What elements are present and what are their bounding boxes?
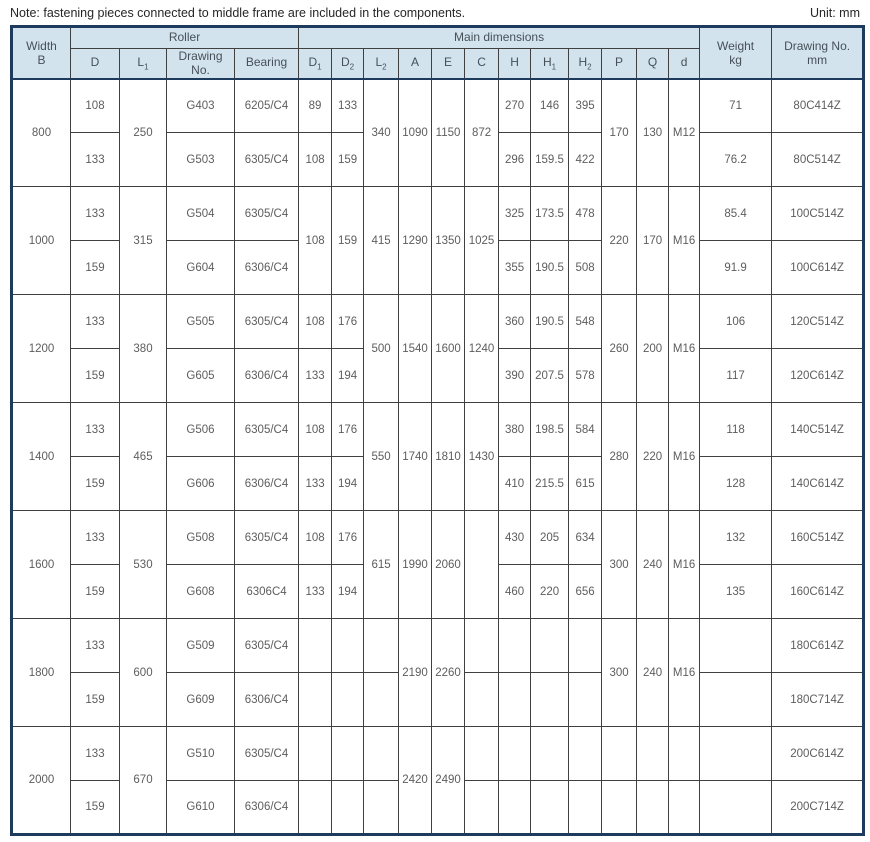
cell-h2: 548 — [569, 295, 602, 349]
cell-d1 — [299, 781, 332, 835]
cell-l2 — [364, 727, 399, 781]
col-header-d2-sub: 2 — [349, 62, 355, 72]
cell-a: 1090 — [399, 79, 432, 187]
col-header-d1-sub: 1 — [317, 62, 322, 72]
th-main-dimensions-group: Main dimensions — [299, 27, 700, 49]
cell-d: 133 — [71, 295, 120, 349]
cell-p: 260 — [602, 295, 637, 403]
cell-l2: 615 — [364, 511, 399, 619]
cell-d1: 108 — [299, 133, 332, 187]
cell-weight — [700, 673, 772, 727]
cell-d1: 108 — [299, 187, 332, 295]
cell-d: 159 — [71, 349, 120, 403]
table-row — [12, 619, 864, 673]
cell-d2: 133 — [332, 79, 364, 133]
cell-p — [602, 781, 637, 835]
cell-drawing: G605 — [167, 349, 235, 403]
table-row — [12, 295, 864, 349]
cell-weight: 132 — [700, 511, 772, 565]
cell-d: 159 — [71, 781, 120, 835]
col-header-l2-sub: 2 — [382, 62, 387, 72]
col-header-l1 — [120, 49, 167, 79]
cell-p: 300 — [602, 619, 637, 727]
cell-h: 410 — [499, 457, 531, 511]
cell-d: 133 — [71, 403, 120, 457]
col-header-d1 — [299, 49, 332, 79]
cell-weight: 71 — [700, 79, 772, 133]
cell-drawno: 160C614Z — [772, 565, 864, 619]
cell-h2: 634 — [569, 511, 602, 565]
cell-l1: 670 — [120, 727, 167, 835]
cell-d2: 176 — [332, 403, 364, 457]
cell-h2: 395 — [569, 79, 602, 133]
table-row — [12, 727, 864, 781]
col-header-h2-base: H — [578, 55, 588, 70]
cell-bearing: 6306/C4 — [235, 457, 299, 511]
cell-d2 — [332, 727, 364, 781]
cell-drawing: G508 — [167, 511, 235, 565]
cell-e: 1350 — [432, 187, 465, 295]
cell-width: 2000 — [12, 727, 71, 835]
cell-bearing: 6306/C4 — [235, 781, 299, 835]
cell-drawno: 120C514Z — [772, 295, 864, 349]
cell-d1: 108 — [299, 511, 332, 565]
cell-drawno: 80C414Z — [772, 79, 864, 133]
col-header-h2-sub: 2 — [587, 62, 592, 72]
cell-drawno: 140C614Z — [772, 457, 864, 511]
cell-p: 170 — [602, 79, 637, 187]
col-header-h1-base: H — [542, 55, 552, 70]
cell-a: 1740 — [399, 403, 432, 511]
cell-width: 1400 — [12, 403, 71, 511]
col-header-a: A — [399, 49, 432, 79]
cell-l1: 465 — [120, 403, 167, 511]
cell-h1 — [531, 619, 569, 673]
cell-d2: 194 — [332, 565, 364, 619]
cell-width: 1200 — [12, 295, 71, 403]
top-bar — [0, 0, 870, 25]
table-row — [12, 511, 864, 565]
col-header-d-thread: d — [669, 49, 700, 79]
cell-h1 — [531, 781, 569, 835]
cell-bearing: 6305/C4 — [235, 727, 299, 781]
unit-label: Unit: mm — [810, 6, 860, 20]
col-header-h1 — [531, 49, 569, 79]
cell-h1 — [531, 673, 569, 727]
table-header — [12, 27, 864, 79]
cell-h1: 220 — [531, 565, 569, 619]
cell-l1: 380 — [120, 295, 167, 403]
cell-weight: 85.4 — [700, 187, 772, 241]
th-drawing-no — [772, 27, 864, 79]
cell-q — [637, 727, 669, 781]
col-header-l2 — [364, 49, 399, 79]
cell-p: 280 — [602, 403, 637, 511]
cell-bearing: 6305/C4 — [235, 619, 299, 673]
cell-bearing: 6305/C4 — [235, 133, 299, 187]
th-roller-group: Roller — [71, 27, 299, 49]
cell-drawing: G509 — [167, 619, 235, 673]
cell-l1: 250 — [120, 79, 167, 187]
cell-drawno: 200C714Z — [772, 781, 864, 835]
cell-h2: 584 — [569, 403, 602, 457]
cell-d2: 194 — [332, 349, 364, 403]
cell-l2: 550 — [364, 403, 399, 511]
cell-d1 — [299, 727, 332, 781]
cell-h2 — [569, 619, 602, 673]
cell-q: 240 — [637, 511, 669, 619]
cell-l1: 600 — [120, 619, 167, 727]
cell-d2: 194 — [332, 457, 364, 511]
cell-q — [637, 781, 669, 835]
cell-h: 460 — [499, 565, 531, 619]
cell-d2 — [332, 619, 364, 673]
cell-d-thread: M16 — [669, 511, 700, 619]
cell-h1: 198.5 — [531, 403, 569, 457]
cell-h: 430 — [499, 511, 531, 565]
cell-l1: 315 — [120, 187, 167, 295]
cell-a: 1290 — [399, 187, 432, 295]
cell-weight: 128 — [700, 457, 772, 511]
col-header-h: H — [499, 49, 531, 79]
cell-drawing: G510 — [167, 727, 235, 781]
table-body — [12, 79, 864, 835]
cell-h2: 615 — [569, 457, 602, 511]
th-width-b — [12, 27, 71, 79]
cell-d: 159 — [71, 241, 120, 295]
cell-h2: 478 — [569, 187, 602, 241]
cell-drawing: G610 — [167, 781, 235, 835]
col-header-q: Q — [637, 49, 669, 79]
cell-d2: 159 — [332, 187, 364, 295]
cell-h2: 578 — [569, 349, 602, 403]
cell-h: 360 — [499, 295, 531, 349]
cell-h1: 146 — [531, 79, 569, 133]
th-weight-line2: kg — [729, 52, 742, 67]
cell-h: 380 — [499, 403, 531, 457]
cell-h1: 173.5 — [531, 187, 569, 241]
cell-h1 — [531, 727, 569, 781]
cell-c: 1430 — [465, 403, 499, 511]
col-header-l1-base: L — [137, 55, 145, 70]
cell-drawno: 80C514Z — [772, 133, 864, 187]
cell-drawing: G506 — [167, 403, 235, 457]
cell-d: 159 — [71, 457, 120, 511]
cell-bearing: 6306/C4 — [235, 349, 299, 403]
col-header-d1-base: D — [308, 55, 318, 70]
cell-h1: 207.5 — [531, 349, 569, 403]
cell-d1: 89 — [299, 79, 332, 133]
cell-c — [465, 619, 499, 673]
cell-h2: 422 — [569, 133, 602, 187]
cell-weight: 135 — [700, 565, 772, 619]
cell-e: 2490 — [432, 727, 465, 835]
cell-d2: 159 — [332, 133, 364, 187]
col-header-drawing-line1: Drawing — [178, 49, 223, 63]
cell-d-thread: M16 — [669, 619, 700, 727]
cell-drawing: G505 — [167, 295, 235, 349]
cell-l2 — [364, 673, 399, 727]
cell-bearing: 6306/C4 — [235, 673, 299, 727]
cell-q: 130 — [637, 79, 669, 187]
cell-d1 — [299, 673, 332, 727]
cell-l1: 530 — [120, 511, 167, 619]
cell-d: 108 — [71, 79, 120, 133]
cell-d2 — [332, 781, 364, 835]
cell-h: 325 — [499, 187, 531, 241]
cell-h — [499, 619, 531, 673]
cell-q: 200 — [637, 295, 669, 403]
cell-h2 — [569, 781, 602, 835]
cell-drawing: G504 — [167, 187, 235, 241]
cell-drawno: 140C514Z — [772, 403, 864, 457]
cell-drawing: G606 — [167, 457, 235, 511]
table-row — [12, 79, 864, 133]
col-header-l2-base: L — [375, 55, 383, 70]
cell-q: 170 — [637, 187, 669, 295]
cell-d: 159 — [71, 673, 120, 727]
cell-h: 296 — [499, 133, 531, 187]
cell-e: 2060 — [432, 511, 465, 619]
table-row — [12, 403, 864, 457]
cell-bearing: 6205/C4 — [235, 79, 299, 133]
cell-d-thread: M16 — [669, 187, 700, 295]
th-width-b-line2: B — [37, 52, 46, 67]
cell-h2 — [569, 727, 602, 781]
cell-e: 2260 — [432, 619, 465, 727]
cell-weight — [700, 781, 772, 835]
cell-e: 1810 — [432, 403, 465, 511]
cell-d2: 176 — [332, 511, 364, 565]
cell-h: 270 — [499, 79, 531, 133]
cell-drawing: G608 — [167, 565, 235, 619]
cell-h: 390 — [499, 349, 531, 403]
cell-e: 1600 — [432, 295, 465, 403]
col-header-drawing-line2: No. — [191, 63, 210, 78]
cell-c — [465, 727, 499, 781]
cell-weight: 91.9 — [700, 241, 772, 295]
cell-q: 240 — [637, 619, 669, 727]
cell-a: 2420 — [399, 727, 432, 835]
cell-d-thread: M12 — [669, 79, 700, 187]
cell-weight: 117 — [700, 349, 772, 403]
cell-drawno: 100C514Z — [772, 187, 864, 241]
cell-width: 800 — [12, 79, 71, 187]
cell-p: 220 — [602, 187, 637, 295]
col-header-h1-sub: 1 — [551, 62, 557, 72]
cell-q: 220 — [637, 403, 669, 511]
cell-d-thread: M16 — [669, 295, 700, 403]
cell-l2 — [364, 619, 399, 673]
col-header-e: E — [432, 49, 465, 79]
cell-d: 133 — [71, 619, 120, 673]
cell-weight: 76.2 — [700, 133, 772, 187]
cell-drawno: 120C614Z — [772, 349, 864, 403]
cell-c: 872 — [465, 79, 499, 187]
cell-h1: 215.5 — [531, 457, 569, 511]
cell-d2 — [332, 673, 364, 727]
cell-c: 1025 — [465, 187, 499, 295]
cell-weight — [700, 727, 772, 781]
cell-h2: 508 — [569, 241, 602, 295]
cell-drawno: 160C514Z — [772, 511, 864, 565]
cell-h2: 656 — [569, 565, 602, 619]
cell-drawno: 180C614Z — [772, 619, 864, 673]
cell-width: 1800 — [12, 619, 71, 727]
cell-a: 1540 — [399, 295, 432, 403]
cell-d: 133 — [71, 133, 120, 187]
cell-drawno: 180C714Z — [772, 673, 864, 727]
cell-d1: 133 — [299, 457, 332, 511]
th-width-b-line1: Width — [26, 38, 57, 53]
cell-d: 159 — [71, 565, 120, 619]
col-header-c: C — [465, 49, 499, 79]
cell-bearing: 6305/C4 — [235, 403, 299, 457]
cell-a: 1990 — [399, 511, 432, 619]
cell-c — [465, 781, 499, 835]
col-header-drawing-no — [167, 49, 235, 79]
cell-d-thread — [669, 781, 700, 835]
note-text: Note: fastening pieces connected to middle frame are included in the components. — [10, 6, 466, 20]
cell-p — [602, 727, 637, 781]
cell-drawing: G503 — [167, 133, 235, 187]
cell-d: 133 — [71, 187, 120, 241]
cell-d1: 108 — [299, 403, 332, 457]
col-header-d: D — [71, 49, 120, 79]
col-header-h2 — [569, 49, 602, 79]
cell-e: 1150 — [432, 79, 465, 187]
cell-h — [499, 727, 531, 781]
cell-c — [465, 511, 499, 619]
cell-bearing: 6305/C4 — [235, 511, 299, 565]
spec-table — [10, 25, 865, 836]
cell-h2 — [569, 673, 602, 727]
cell-d2: 176 — [332, 295, 364, 349]
cell-d1: 133 — [299, 349, 332, 403]
cell-drawing: G604 — [167, 241, 235, 295]
cell-h1: 190.5 — [531, 295, 569, 349]
cell-l2: 340 — [364, 79, 399, 187]
cell-h1: 159.5 — [531, 133, 569, 187]
cell-drawing: G403 — [167, 79, 235, 133]
cell-bearing: 6306C4 — [235, 565, 299, 619]
cell-a: 2190 — [399, 619, 432, 727]
cell-h1: 205 — [531, 511, 569, 565]
cell-l2: 500 — [364, 295, 399, 403]
cell-h1: 190.5 — [531, 241, 569, 295]
cell-d: 133 — [71, 727, 120, 781]
th-drawing-no-line2: mm — [807, 52, 828, 67]
table-row — [12, 187, 864, 241]
cell-d-thread: M16 — [669, 403, 700, 511]
cell-h: 355 — [499, 241, 531, 295]
cell-d: 133 — [71, 511, 120, 565]
th-drawing-no-line1: Drawing No. — [784, 38, 851, 53]
cell-drawing: G609 — [167, 673, 235, 727]
cell-width: 1600 — [12, 511, 71, 619]
col-header-d2 — [332, 49, 364, 79]
col-header-l1-sub: 1 — [144, 62, 149, 72]
cell-d1 — [299, 619, 332, 673]
cell-bearing: 6305/C4 — [235, 295, 299, 349]
cell-h — [499, 673, 531, 727]
cell-h — [499, 781, 531, 835]
th-weight — [700, 27, 772, 79]
cell-weight: 118 — [700, 403, 772, 457]
col-header-d2-base: D — [340, 55, 350, 70]
cell-width: 1000 — [12, 187, 71, 295]
th-weight-line1: Weight — [717, 38, 755, 53]
cell-d1: 133 — [299, 565, 332, 619]
cell-bearing: 6306/C4 — [235, 241, 299, 295]
cell-p: 300 — [602, 511, 637, 619]
cell-bearing: 6305/C4 — [235, 187, 299, 241]
cell-l2 — [364, 781, 399, 835]
cell-weight: 106 — [700, 295, 772, 349]
cell-l2: 415 — [364, 187, 399, 295]
cell-weight — [700, 619, 772, 673]
cell-drawno: 200C614Z — [772, 727, 864, 781]
cell-drawno: 100C614Z — [772, 241, 864, 295]
cell-d1: 108 — [299, 295, 332, 349]
col-header-bearing: Bearing — [235, 49, 299, 79]
cell-d-thread — [669, 727, 700, 781]
col-header-p: P — [602, 49, 637, 79]
cell-c — [465, 673, 499, 727]
cell-c: 1240 — [465, 295, 499, 403]
